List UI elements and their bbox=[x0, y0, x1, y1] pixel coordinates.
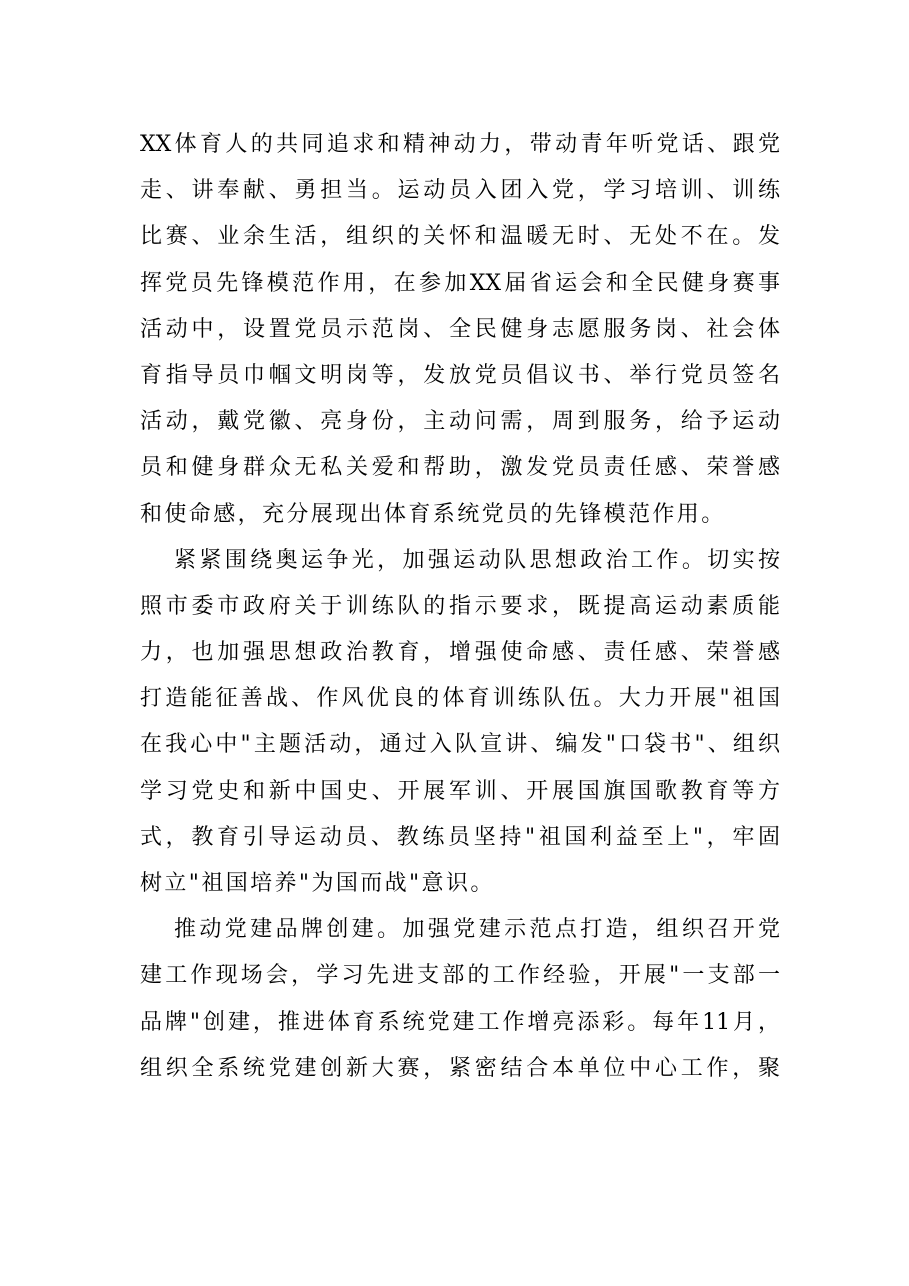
text-line: 和使命感，充分展现出体育系统党员的先锋模范作用。 bbox=[140, 501, 726, 527]
paragraph-3 bbox=[140, 907, 780, 1092]
text-line: 走、讲奉献、勇担当。运动员入团入党，学习培训、训练 bbox=[140, 178, 780, 204]
text-line: 推动党建品牌创建。加强党建示范点打造，组织召开党 bbox=[174, 917, 780, 943]
text-line: 建工作现场会，学习先进支部的工作经验，开展"一支部一 bbox=[140, 963, 780, 989]
text-line: 树立"祖国培养"为国而战"意识。 bbox=[140, 871, 495, 896]
text-line: 员和健身群众无私关爱和帮助，激发党员责任感、荣誉感 bbox=[140, 455, 780, 481]
text-line: 打造能征善战、作风优良的体育训练队伍。大力开展"祖国 bbox=[140, 686, 780, 712]
text-line: 组织全系统党建创新大赛，紧密结合本单位中心工作，聚 bbox=[140, 1055, 780, 1081]
text-line: 比赛、业余生活，组织的关怀和温暖无时、无处不在。发 bbox=[140, 224, 780, 250]
text-line: 挥党员先锋模范作用，在参加XX届省运会和全民健身赛事 bbox=[140, 270, 780, 296]
body-text bbox=[140, 122, 780, 1092]
text-line: 力，也加强思想政治教育，增强使命感、责任感、荣誉感 bbox=[140, 640, 780, 666]
text-line: 品牌"创建，推进体育系统党建工作增亮添彩。每年11月， bbox=[140, 1009, 780, 1035]
text-line: 活动，戴党徽、亮身份，主动问需，周到服务，给予运动 bbox=[140, 409, 780, 435]
text-line: 式，教育引导运动员、教练员坚持"祖国利益至上"，牢固 bbox=[140, 824, 780, 850]
text-line: XX体育人的共同追求和精神动力，带动青年听党话、跟党 bbox=[140, 132, 780, 157]
paragraph-2 bbox=[140, 538, 780, 908]
paragraph-1 bbox=[140, 122, 780, 538]
text-line: 紧紧围绕奥运争光，加强运动队思想政治工作。切实按 bbox=[174, 547, 780, 573]
text-line: 照市委市政府关于训练队的指示要求，既提高运动素质能 bbox=[140, 593, 780, 619]
text-line: 在我心中"主题活动，通过入队宣讲、编发"口袋书"、组织 bbox=[140, 732, 780, 758]
text-line: 育指导员巾帼文明岗等，发放党员倡议书、举行党员签名 bbox=[140, 362, 780, 388]
text-line: 学习党史和新中国史、开展军训、开展国旗国歌教育等方 bbox=[140, 778, 780, 804]
text-line: 活动中，设置党员示范岗、全民健身志愿服务岗、社会体 bbox=[140, 316, 780, 342]
